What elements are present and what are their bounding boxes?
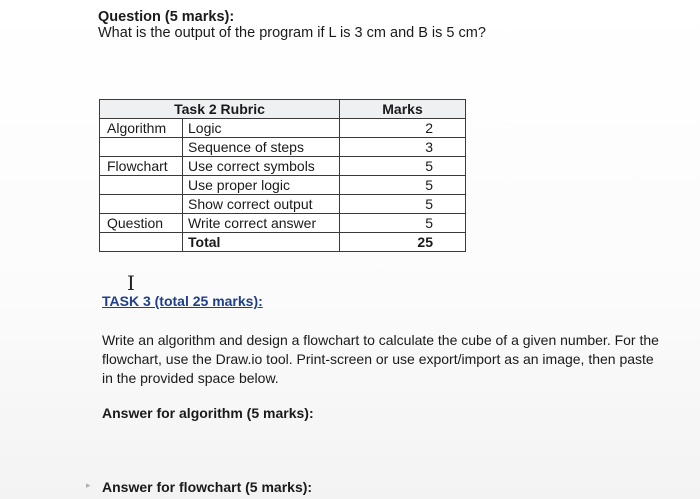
paragraph-marker-icon: ▸ [86, 480, 91, 490]
rubric-criterion [100, 233, 183, 252]
table-row [100, 233, 466, 252]
table-row [100, 119, 466, 138]
rubric-mark: 5 [340, 214, 466, 233]
rubric-item: Use proper logic [183, 176, 340, 195]
text-cursor-icon: I [127, 271, 135, 295]
rubric-item: Sequence of steps [183, 138, 340, 157]
rubric-item-total: Total [183, 233, 340, 252]
table-row [100, 214, 466, 233]
table-row [100, 157, 466, 176]
table-row [100, 195, 466, 214]
rubric-mark: 5 [340, 176, 466, 195]
answer-flowchart-label: Answer for flowchart (5 marks): [102, 479, 313, 495]
rubric-header-row [100, 100, 466, 119]
task3-paragraph: Write an algorithm and design a flowchart to calculate the cube of a given number. For the flowchart, use the Draw.io tool. Print-screen or use export/import as an image, then paste in the provided space below. [102, 332, 659, 386]
rubric-criterion: Algorithm [100, 119, 183, 138]
rubric-item: Use correct symbols [183, 157, 340, 176]
table-row [100, 176, 466, 195]
rubric-table [99, 99, 466, 252]
rubric-header-marks: Marks [340, 100, 466, 119]
answer-algorithm-label: Answer for algorithm (5 marks): [102, 405, 314, 421]
rubric-mark: 5 [340, 157, 466, 176]
rubric-item: Logic [183, 119, 340, 138]
rubric-mark: 2 [340, 119, 466, 138]
task3-heading: TASK 3 (total 25 marks): [102, 293, 263, 309]
rubric-header-task: Task 2 Rubric [100, 100, 340, 119]
rubric-item: Show correct output [183, 195, 340, 214]
rubric-mark: 5 [340, 195, 466, 214]
rubric-mark: 3 [340, 138, 466, 157]
rubric-criterion [100, 195, 183, 214]
rubric-item: Write correct answer [183, 214, 340, 233]
rubric-mark-total: 25 [340, 233, 466, 252]
rubric-criterion: Flowchart [100, 157, 183, 176]
rubric-criterion: Question [100, 214, 183, 233]
rubric-criterion [100, 138, 183, 157]
question-title: Question (5 marks): [98, 9, 235, 25]
rubric-criterion [100, 176, 183, 195]
table-row [100, 138, 466, 157]
question-text: What is the output of the program if L is 3 cm and B is 5 cm? [98, 25, 486, 41]
